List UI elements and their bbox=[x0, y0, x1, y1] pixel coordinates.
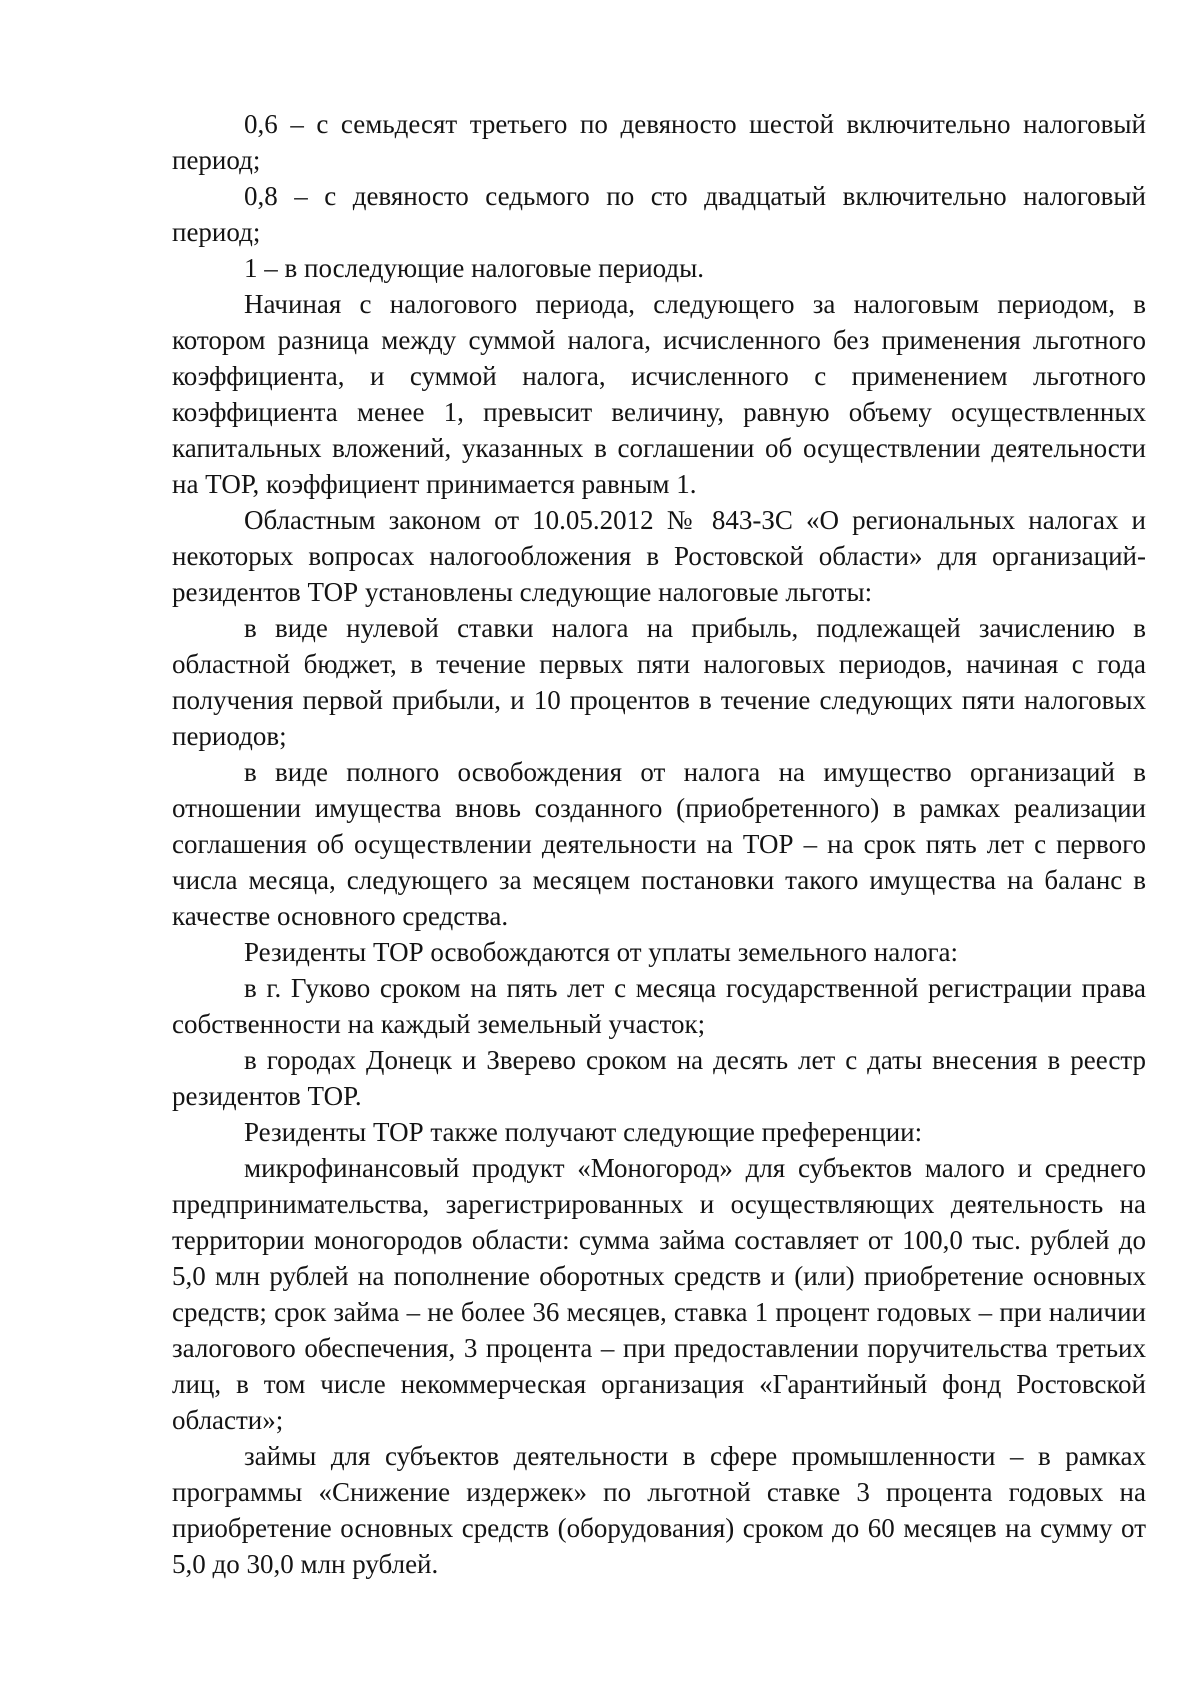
document-page bbox=[172, 106, 1146, 1582]
paragraph-preferences-intro: Резиденты ТОР также получают следующие преференции: bbox=[244, 1117, 923, 1147]
paragraph-industry-loans: займы для субъектов деятельности в сфере промышленности – в рамках программы «Снижение издержек» по льготной ставке 3 процента годовых на приобретение основных средств (оборудования) сроком до 60 месяцев на сумму от 5,0 до 30,0 млн рублей. bbox=[172, 1441, 1146, 1579]
paragraph-rate-1: 1 – в последующие налоговые периоды. bbox=[244, 253, 704, 283]
paragraph-regional-law: Областным законом от 10.05.2012 № 843-ЗС «О региональных налогах и некоторых вопросах налогообложения в Ростовской области» для организаций-резидентов ТОР установлены следующие налоговые льготы: bbox=[172, 505, 1146, 607]
paragraph-monogorod-product: микрофинансовый продукт «Моногород» для субъектов малого и среднего предпринимательства, зарегистрированных и осуществляющих деятельность на территории моногородов области: сумма займа составляет от 100,0 тыс. рублей до 5,0 млн рублей на пополнение оборотных средств и (или) приобретение основных средств; срок займа – не более 36 месяцев, ставка 1 процент годовых – при наличии залогового обеспечения, 3 процента – при предоставлении поручительства третьих лиц, в том числе некоммерческая организация «Гарантийный фонд Ростовской области»; bbox=[172, 1153, 1146, 1435]
paragraph-rate-0-8: 0,8 – с девяносто седьмого по сто двадцатый включительно налоговый период; bbox=[172, 181, 1146, 247]
paragraph-profit-tax-benefit: в виде нулевой ставки налога на прибыль, подлежащей зачислению в областной бюджет, в течение первых пяти налоговых периодов, начиная с года получения первой прибыли, и 10 процентов в течение следующих пяти налоговых периодов; bbox=[172, 613, 1146, 751]
paragraph-property-tax-benefit: в виде полного освобождения от налога на имущество организаций в отношении имущества вновь созданного (приобретенного) в рамках реализации соглашения об осуществлении деятельности на ТОР – на срок пять лет с первого числа месяца, следующего за месяцем постановки такого имущества на баланс в качестве основного средства. bbox=[172, 757, 1146, 931]
paragraph-donetsk-zverevo: в городах Донецк и Зверево сроком на десять лет с даты внесения в реестр резидентов ТОР. bbox=[172, 1045, 1146, 1111]
paragraph-land-tax-exemption: Резиденты ТОР освобождаются от уплаты земельного налога: bbox=[244, 937, 959, 967]
paragraph-rate-0-6: 0,6 – с семьдесят третьего по девяносто шестой включительно налоговый период; bbox=[172, 109, 1146, 175]
paragraph-coefficient-rule: Начиная с налогового периода, следующего за налоговым периодом, в котором разница между суммой налога, исчисленного без применения льготного коэффициента, и суммой налога, исчисленного с применением льготного коэффициента менее 1, превысит величину, равную объему осуществленных капитальных вложений, указанных в соглашении об осуществлении деятельности на ТОР, коэффициент принимается равным 1. bbox=[172, 289, 1146, 499]
paragraph-gukovo: в г. Гуково сроком на пять лет с месяца государственной регистрации права собственности на каждый земельный участок; bbox=[172, 973, 1146, 1039]
